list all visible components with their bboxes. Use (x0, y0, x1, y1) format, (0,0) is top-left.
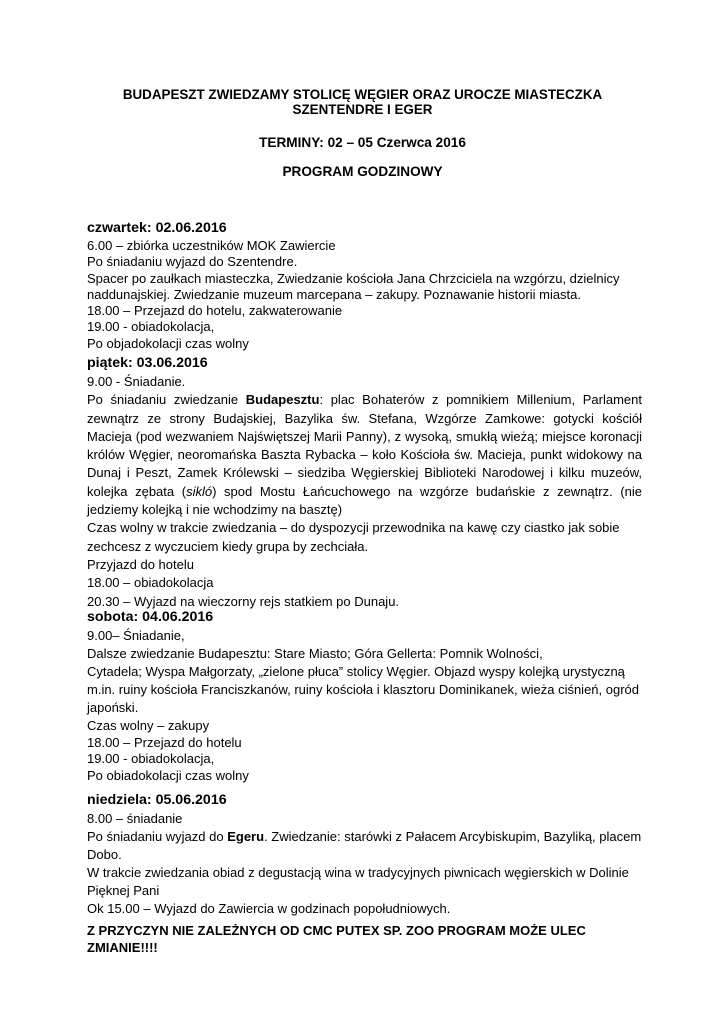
schedule-line: 18.00 – obiadokolacja (87, 575, 214, 591)
italic-term: sikló (186, 483, 213, 499)
text-run: . Zwiedzanie: starówki z Pałacem Arcybiskupim, Bazyliką, placem Dobo. (87, 829, 642, 862)
schedule-line: Po objadokolacji czas wolny (87, 335, 249, 351)
schedule-paragraph (87, 391, 642, 519)
schedule-line: Dalsze zwiedzanie Budapesztu: Stare Miasto; Góra Gellerta: Pomnik Wolności, (87, 646, 543, 661)
schedule-paragraph: Cytadela; Wyspa Małgorzaty, „zielone płuca” stolicy Węgier. Objazd wyspy kolejką urystyczną m.in. ruiny kościoła Franciszkanów, ruiny kościoła i klasztoru Dominikanek, wieża ciśnień, ogród japoński. (87, 664, 640, 715)
document-title (60, 87, 665, 117)
text-run: Po śniadaniu wyjazd do (87, 829, 228, 844)
schedule-line: Czas wolny – zakupy (87, 718, 210, 733)
text-run: : plac Bohaterów z pomnikiem Millenium, Parlament zewnątrz ze strony Budajskiej, Bazylika św. Stefana, Wzgórze Zamkowe: gotycki kościół Macieja (pod wezwaniem Najświętszej Marii Panny), z wysoką, smukłą wieżą; miejsce koronacji królów Węgier, neoromańska Baszta Rybacka – koło Kościoła św. Macieja, punkt widokowy na Dunaj i Peszt, Zamek Królewski – siedziba Węgierskiej Biblioteki Narodowej i kilku muzeów, kolejka zębata ( (87, 392, 642, 499)
schedule-line: 6.00 – zbiórka uczestników MOK Zawiercie (87, 238, 336, 253)
schedule-line: 18.00 – Przejazd do hotelu, zakwaterowanie (87, 303, 343, 319)
change-notice: Z PRZYCZYN NIE ZALEŻNYCH OD CMC PUTEX SP. ZOO PROGRAM MOŻE ULEC ZMIANIE!!!! (87, 923, 586, 955)
schedule-line: Przyjazd do hotelu (87, 556, 194, 572)
program-heading: PROGRAM GODZINOWY (282, 164, 443, 179)
day-sunday (87, 792, 642, 918)
city-name-bold: Egeru (227, 829, 265, 844)
day-heading: sobota: 04.06.2016 (87, 609, 214, 625)
day-thursday (87, 220, 642, 352)
schedule-line: 19.00 - obiadokolacja, (87, 319, 215, 335)
schedule-paragraph: W trakcie zwiedzania obiad z degustacją wina w tradycyjnych piwnicach węgierskich w Dolinie Pięknej Pani (87, 865, 629, 898)
schedule-line: 18.00 – Przejazd do hotelu (87, 735, 242, 750)
day-heading: niedziela: 05.06.2016 (87, 792, 227, 808)
title-line-2: SZENTENDRE I EGER (292, 102, 433, 117)
schedule-line: 9.00– Śniadanie, (87, 628, 185, 643)
day-heading: czwartek: 02.06.2016 (87, 220, 227, 236)
text-run: ) spod Mostu Łańcuchowego na wzgórze budańskie z zewnątrz. (nie jedziemy kolejką i nie wchodzimy na basztę) (87, 483, 642, 518)
city-name-bold: Budapesztu (245, 392, 320, 408)
schedule-line: Spacer po zaułkach miasteczka, Zwiedzanie kościoła Jana Chrzciciela na wzgórzu, dzielnicy naddunajskiej. Zwiedzanie muzeum marcepana – zakupy. Poznawanie historii miasta. (87, 270, 620, 302)
day-saturday (87, 609, 642, 784)
title-line-1: BUDAPESZT ZWIEDZAMY STOLICĘ WĘGIER ORAZ UROCZE MIASTECZKA (122, 87, 603, 102)
schedule-line: 20.30 – Wyjazd na wieczorny rejs statkiem po Dunaju. (87, 593, 400, 609)
day-friday (87, 355, 642, 611)
schedule-line: Ok 15.00 – Wyjazd do Zawiercia w godzinach popołudniowych. (87, 901, 451, 916)
schedule-line: Po obiadokolacji czas wolny (87, 767, 249, 783)
schedule-line: 9.00 - Śniadanie. (87, 374, 186, 389)
day-heading: piątek: 03.06.2016 (87, 355, 208, 371)
schedule-paragraph (87, 828, 642, 864)
schedule-line: Po śniadaniu wyjazd do Szentendre. (87, 254, 298, 270)
schedule-line: 8.00 – śniadanie (87, 811, 183, 826)
schedule-paragraph: Czas wolny w trakcie zwiedzania – do dyspozycji przewodnika na kawę czy ciastko jak sobie zechcesz z wyczuciem kiedy grupa by zechciała. (87, 520, 620, 554)
schedule-line: 19.00 - obiadokolacja, (87, 751, 215, 767)
terms-heading: TERMINY: 02 – 05 Czerwca 2016 (259, 135, 466, 150)
text-run: Po śniadaniu zwiedzanie (87, 392, 246, 408)
